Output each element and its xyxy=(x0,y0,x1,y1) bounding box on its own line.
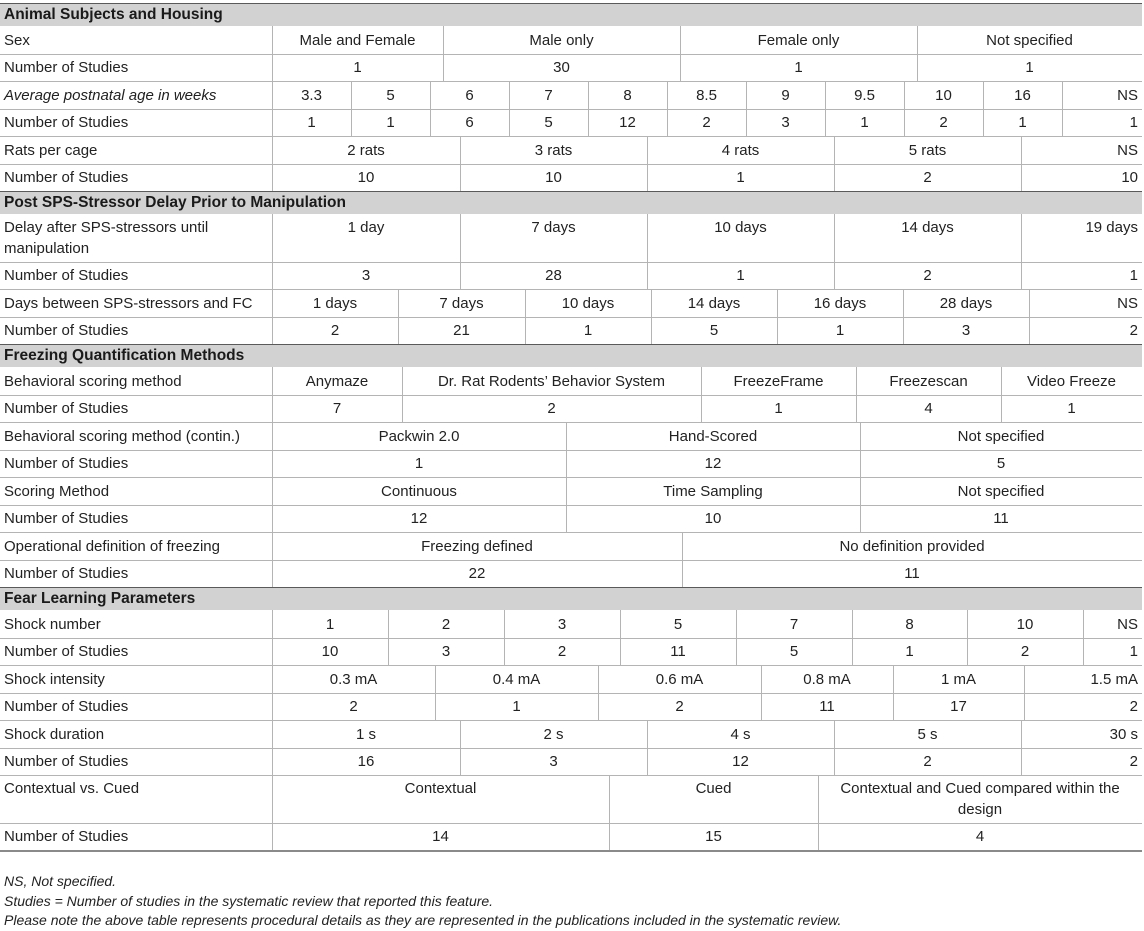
row-label: Number of Studies xyxy=(4,698,129,715)
table-cell: No definition provided xyxy=(839,538,985,555)
table-cell: 5 xyxy=(544,114,553,131)
table-cell: 9 xyxy=(781,87,790,104)
table-cell: Male only xyxy=(529,32,594,49)
table-cell: 14 xyxy=(432,828,449,845)
table-cell: 1 xyxy=(307,114,316,131)
table-cell: 2 xyxy=(547,400,556,417)
row-label: Shock intensity xyxy=(4,671,105,688)
table-cell: 21 xyxy=(453,322,470,339)
table-cell: 1 days xyxy=(312,295,358,312)
table-cell: Male and Female xyxy=(299,32,416,49)
table-cell: 1 xyxy=(736,267,745,284)
section-header: Animal Subjects and Housing xyxy=(0,3,1142,26)
table-cell: Anymaze xyxy=(305,373,369,390)
row-label: Shock number xyxy=(4,616,101,633)
row-label: Number of Studies xyxy=(4,59,129,76)
section-header: Freezing Quantification Methods xyxy=(0,344,1142,367)
table-cell: 2 xyxy=(1129,753,1138,770)
table-cell: 1 xyxy=(414,455,424,472)
table-cell: 8.5 xyxy=(696,87,717,104)
row-label: Number of Studies xyxy=(4,643,129,660)
table-cell: 19 days xyxy=(1085,219,1138,236)
table-cell: 11 xyxy=(993,510,1009,527)
table-cell: 16 xyxy=(357,753,375,770)
table-cell: 5 xyxy=(996,455,1006,472)
table-cell: 6 xyxy=(465,87,474,104)
table-cell: 1 xyxy=(1025,59,1034,76)
table-cell: 2 xyxy=(557,643,567,660)
table-cell: 30 s xyxy=(1109,726,1138,743)
table-cell: 2 xyxy=(702,114,711,131)
table-cell: 7 xyxy=(332,400,342,417)
table-cell: 3 xyxy=(549,753,558,770)
table-cell: 10 xyxy=(935,87,952,104)
table-cell: Female only xyxy=(757,32,840,49)
table-cell: 3 rats xyxy=(534,142,573,159)
table-cell: 5 xyxy=(709,322,719,339)
table-cell: 10 days xyxy=(561,295,615,312)
table-cell: Contextual xyxy=(404,780,477,797)
row-label: Contextual vs. Cued xyxy=(4,780,140,797)
table-cell: 1 xyxy=(1018,114,1027,131)
table-cell: NS xyxy=(1117,616,1138,633)
row-label: Number of Studies xyxy=(4,753,129,770)
table-cell: 2 xyxy=(923,753,932,770)
table-cell: Time Sampling xyxy=(663,483,763,500)
table-cell: 5 rats xyxy=(908,142,947,159)
table-footnotes xyxy=(4,872,1140,931)
table-cell: 5 s xyxy=(917,726,938,743)
row-label: Scoring Method xyxy=(4,483,110,500)
table-cell: 4 xyxy=(924,400,933,417)
table-cell: 1 xyxy=(860,114,869,131)
table-cell: 28 xyxy=(545,267,562,284)
row-label: Days between SPS-stressors and FC xyxy=(4,295,253,312)
table-cell: 1 xyxy=(1129,114,1138,131)
row-label: Number of Studies xyxy=(4,169,129,186)
table-cell: 7 days xyxy=(439,295,484,312)
table-cell: 16 xyxy=(1014,87,1031,104)
table-cell: 10 days xyxy=(714,219,767,236)
table-cell: 2 xyxy=(939,114,948,131)
row-label: Number of Studies xyxy=(4,114,129,131)
table-cell: 3 xyxy=(557,616,567,633)
table-cell: Cued xyxy=(695,780,732,797)
table-cell: 5 xyxy=(386,87,395,104)
table-cell: 7 days xyxy=(531,219,576,236)
table-cell: 16 days xyxy=(813,295,867,312)
table-cell: 30 xyxy=(553,59,570,76)
table-cell: 3 xyxy=(961,322,971,339)
row-label: Operational definition of freezing xyxy=(4,538,220,555)
table-cell: 12 xyxy=(704,455,722,472)
table-cell: NS xyxy=(1117,295,1138,312)
table-cell: 1 xyxy=(774,400,783,417)
table-cell: 0.3 mA xyxy=(329,671,378,688)
row-label: Number of Studies xyxy=(4,565,129,582)
table-cell: 3 xyxy=(781,114,790,131)
table-cell: 12 xyxy=(732,753,749,770)
table-cell: 1 s xyxy=(355,726,376,743)
table-cell: 8 xyxy=(623,87,632,104)
table-cell: 8 xyxy=(905,616,914,633)
table-cell: 1 xyxy=(583,322,593,339)
table-cell: 5 xyxy=(673,616,683,633)
table-cell: 11 xyxy=(904,565,920,582)
table-cell: 1 xyxy=(835,322,845,339)
table-cell: 1 xyxy=(512,698,521,715)
row-label: Shock duration xyxy=(4,726,105,743)
footnote-disclaimer: Please note the above table represents procedural details as they are represented in the publications included in the systematic review. xyxy=(4,912,842,928)
table-cell: 1 xyxy=(325,616,335,633)
row-label: Average postnatal age in weeks xyxy=(4,87,217,104)
table-cell: 3.3 xyxy=(301,87,322,104)
table-cell: 7 xyxy=(544,87,553,104)
row-label: Number of Studies xyxy=(4,322,129,339)
table-cell: 4 rats xyxy=(721,142,760,159)
table-cell: NS xyxy=(1117,142,1138,159)
table-cell: 3 xyxy=(441,643,451,660)
table-cell: 2 xyxy=(923,267,932,284)
table-cell: 10 xyxy=(1121,169,1138,186)
row-label: Number of Studies xyxy=(4,267,129,284)
table-cell: 2 xyxy=(923,169,932,186)
table-cell: 1 xyxy=(794,59,803,76)
table-cell: 1 xyxy=(905,643,914,660)
table-cell: Not specified xyxy=(957,483,1045,500)
section-header: Fear Learning Parameters xyxy=(0,587,1142,610)
row-label: Number of Studies xyxy=(4,510,129,527)
table-cell: 1 xyxy=(736,169,745,186)
table-cell: 1 xyxy=(386,114,395,131)
table-cell: 12 xyxy=(619,114,636,131)
row-label: Behavioral scoring method xyxy=(4,373,182,390)
row-label: Rats per cage xyxy=(4,142,98,159)
table-cell: 0.6 mA xyxy=(655,671,704,688)
table-cell: Hand-Scored xyxy=(668,428,758,445)
table-cell: 10 xyxy=(545,169,562,186)
table-cell: 0.8 mA xyxy=(803,671,851,688)
row-label: Behavioral scoring method (contin.) xyxy=(4,428,240,445)
row-label: Number of Studies xyxy=(4,400,129,417)
table-cell: 2 xyxy=(675,698,684,715)
table-cell: NS xyxy=(1117,87,1138,104)
table-cell: 1 mA xyxy=(940,671,976,688)
table-cell: Not specified xyxy=(986,32,1073,49)
table-cell: Freezing defined xyxy=(421,538,533,555)
table-cell: 10 xyxy=(1016,616,1034,633)
row-label: Delay after SPS-stressors until manipulation xyxy=(4,219,209,257)
table-cell: 7 xyxy=(789,616,799,633)
table-cell: 14 days xyxy=(687,295,741,312)
table-cell: 4 xyxy=(975,828,985,845)
table-cell: 0.4 mA xyxy=(492,671,541,688)
table-cell: 10 xyxy=(357,169,375,186)
table-cell: 15 xyxy=(705,828,722,845)
table-cell: 2 xyxy=(330,322,340,339)
row-label: Sex xyxy=(4,32,30,49)
section-header: Post SPS-Stressor Delay Prior to Manipulation xyxy=(0,191,1142,214)
table-cell: Dr. Rat Rodents’ Behavior System xyxy=(437,373,666,390)
table-cell: 11 xyxy=(819,698,835,715)
footnote-ns: NS, Not specified. xyxy=(4,873,117,889)
table-cell: 9.5 xyxy=(854,87,875,104)
table-cell: Freezescan xyxy=(889,373,968,390)
table-cell: 17 xyxy=(950,698,967,715)
table-cell: 3 xyxy=(361,267,371,284)
table-cell: Not specified xyxy=(957,428,1045,445)
table-cell: 10 xyxy=(704,510,722,527)
table-cell: 11 xyxy=(670,643,686,660)
table-cell: 10 xyxy=(321,643,339,660)
table-cell: 2 rats xyxy=(347,142,385,159)
table-cell: 22 xyxy=(468,565,486,582)
table-cell: 2 xyxy=(349,698,358,715)
row-label: Number of Studies xyxy=(4,828,129,845)
table-cell: 1 xyxy=(1067,400,1076,417)
table-cell: 1 xyxy=(1129,643,1138,660)
table-cell: 2 xyxy=(1020,643,1030,660)
table-cell: 2 xyxy=(1129,698,1138,715)
table-cell: 2 s xyxy=(543,726,564,743)
table-cell: Packwin 2.0 xyxy=(378,428,460,445)
table-cell: 1 xyxy=(353,59,362,76)
table-cell: 1 xyxy=(1129,267,1138,284)
table-cell: 14 days xyxy=(901,219,954,236)
table-cell: 5 xyxy=(789,643,799,660)
table-cell: 28 days xyxy=(939,295,993,312)
row-label: Number of Studies xyxy=(4,455,129,472)
table-cell: 12 xyxy=(410,510,428,527)
table-cell: Video Freeze xyxy=(1027,373,1116,390)
table-cell: Contextual and Cued compared within the design xyxy=(840,780,1120,818)
table-cell: 2 xyxy=(441,616,451,633)
table-cell: 6 xyxy=(465,114,474,131)
table-cell: 1 day xyxy=(347,219,385,236)
table-cell: 2 xyxy=(1129,322,1138,339)
footnote-studies: Studies = Number of studies in the systematic review that reported this feature. xyxy=(4,892,494,909)
table-cell: Continuous xyxy=(381,483,457,500)
table-cell: 4 s xyxy=(730,726,751,743)
table-cell: 1.5 mA xyxy=(1090,671,1138,688)
table-cell: FreezeFrame xyxy=(733,373,824,390)
